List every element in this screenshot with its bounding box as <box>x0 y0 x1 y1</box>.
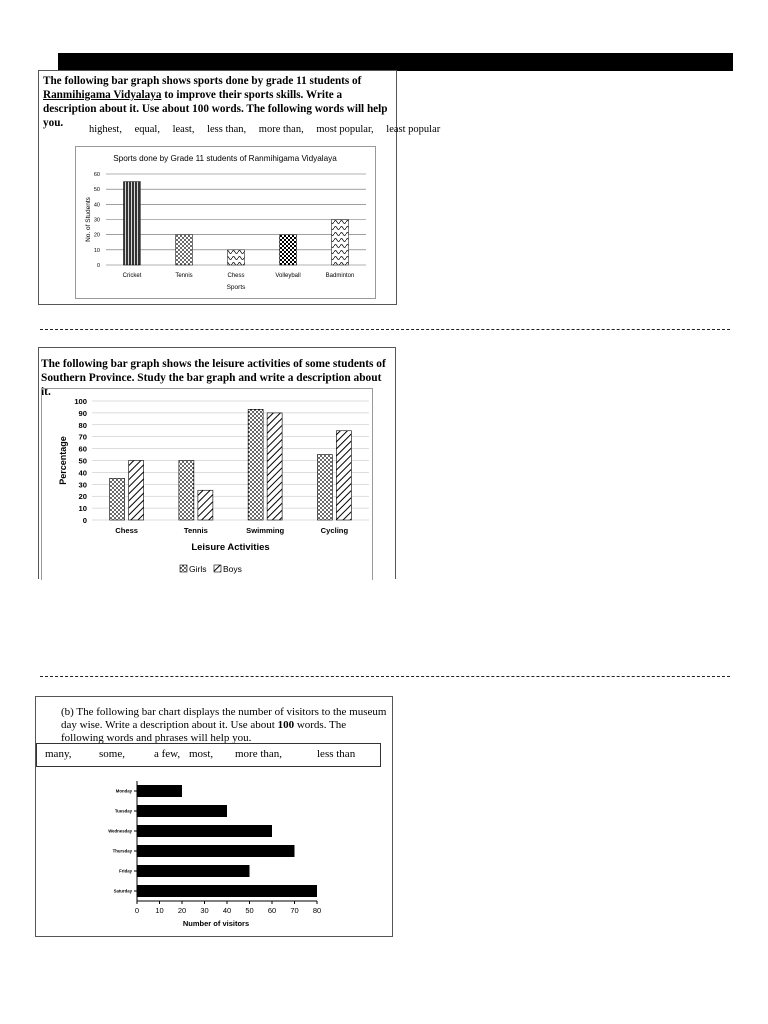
word-item: more than, <box>258 124 304 135</box>
x-tick-label: 0 <box>134 906 140 915</box>
y-tick-label: Wednesday <box>108 828 132 834</box>
museum-visitors-chart <box>36 775 392 935</box>
x-axis-label: Leisure Activities <box>191 542 270 553</box>
divider <box>40 676 730 677</box>
bar <box>137 805 227 817</box>
y-tick-label: 10 <box>93 247 100 254</box>
x-tick-label: Tennis <box>175 273 193 279</box>
bar <box>336 431 351 520</box>
word-item: equal, <box>134 124 160 135</box>
x-axis-label: Sports <box>226 284 246 291</box>
x-tick-label: Chess <box>115 526 139 535</box>
y-tick-label: 20 <box>93 232 100 239</box>
word-item: highest, <box>89 124 122 135</box>
y-tick-label: 50 <box>78 456 87 466</box>
bar <box>124 182 141 265</box>
word-bank-sports <box>89 124 450 135</box>
leisure-bar-chart <box>42 389 372 580</box>
word-item: least, <box>172 124 195 135</box>
y-tick-label: 100 <box>74 397 87 406</box>
chart-title: Sports done by Grade 11 students of Ranmihigama Vidyalaya <box>113 154 337 163</box>
word-item: less than <box>317 748 356 760</box>
y-tick-label: 0 <box>96 263 100 269</box>
question-panel-leisure <box>38 347 396 579</box>
y-tick-label: 60 <box>93 172 100 178</box>
header-bar <box>58 53 733 71</box>
y-axis-label: Percentage <box>58 436 68 485</box>
legend-label: Girls <box>189 564 207 574</box>
bar <box>198 490 213 520</box>
question-panel-museum <box>35 696 393 937</box>
x-tick-label: Cricket <box>122 273 142 279</box>
bar <box>248 409 263 520</box>
legend-swatch <box>214 565 221 572</box>
word-bank-museum <box>36 743 381 767</box>
x-tick-label: 80 <box>312 906 322 915</box>
divider <box>40 329 730 330</box>
y-tick-label: 80 <box>78 420 87 430</box>
bar <box>179 461 194 521</box>
bar <box>280 235 297 265</box>
x-tick-label: Chess <box>227 273 245 279</box>
prompt-part: 100 <box>277 719 295 731</box>
y-tick-label: 30 <box>93 217 100 224</box>
y-tick-label: 0 <box>82 516 87 525</box>
question-text-sports <box>43 74 393 130</box>
x-tick-label: 70 <box>290 906 299 915</box>
x-tick-label: Swimming <box>246 526 285 535</box>
question-panel-sports <box>38 70 441 305</box>
sports-bar-chart <box>76 147 375 298</box>
word-item: more than, <box>235 748 283 760</box>
y-tick-label: Tuesday <box>114 808 132 814</box>
y-tick-label: 40 <box>93 202 100 209</box>
question-text-museum <box>61 706 391 745</box>
x-tick-label: Tennis <box>183 526 208 535</box>
bar <box>137 825 272 837</box>
y-tick-label: 70 <box>78 432 87 442</box>
y-tick-label: 90 <box>78 408 87 418</box>
chart-frame-sports <box>75 146 376 299</box>
word-item: many, <box>45 748 72 760</box>
word-item: less than, <box>207 124 247 135</box>
x-tick-label: 60 <box>267 906 277 915</box>
word-item: a few, <box>154 748 181 760</box>
bar <box>228 250 245 265</box>
word-item: some, <box>99 748 125 760</box>
x-tick-label: 30 <box>200 906 209 915</box>
x-tick-label: 40 <box>222 906 232 915</box>
x-tick-label: Cycling <box>320 526 349 535</box>
bar <box>137 885 317 897</box>
y-axis-label: No. of Students <box>85 197 92 242</box>
x-tick-label: 10 <box>155 906 164 915</box>
bar <box>317 455 332 520</box>
bar <box>332 220 349 266</box>
bar <box>137 865 250 877</box>
word-item: least popular <box>386 124 441 135</box>
x-tick-label: Badminton <box>325 273 355 279</box>
bar <box>129 461 144 521</box>
y-tick-label: Saturday <box>113 888 132 894</box>
y-tick-label: 40 <box>78 468 87 478</box>
y-tick-label: Friday <box>119 868 132 874</box>
prompt-part: to improve their sports skills. Write a description about it. Use about 100 words. The following words will help you. <box>43 89 388 129</box>
y-tick-label: 60 <box>78 444 87 454</box>
y-tick-label: Monday <box>115 788 132 794</box>
y-tick-label: 50 <box>93 187 100 194</box>
prompt-part: The following bar graph shows sports done by grade 11 students of <box>43 75 362 87</box>
bar <box>110 478 125 520</box>
x-tick-label: 20 <box>177 906 187 915</box>
legend-swatch <box>180 565 187 572</box>
prompt-part: (b) The following bar chart displays the number of visitors to the museum day wise. Write a description about it. Use about <box>61 706 387 731</box>
bar <box>176 235 193 265</box>
chart-frame-leisure <box>41 388 373 580</box>
x-tick-label: Volleyball <box>275 273 301 279</box>
x-axis-label: Number of visitors <box>182 919 250 928</box>
prompt-part: The following bar graph shows the leisure activities of some students of Southern Province. Study the bar graph and write a description about it. <box>41 358 386 398</box>
bar <box>267 413 282 520</box>
x-tick-label: 50 <box>245 906 254 915</box>
legend-label: Boys <box>223 564 242 574</box>
bar <box>137 845 295 857</box>
y-tick-label: 30 <box>78 480 87 490</box>
word-item: most popular, <box>316 124 374 135</box>
y-tick-label: Thursday <box>112 848 132 854</box>
bar <box>137 785 182 797</box>
y-tick-label: 10 <box>78 504 87 514</box>
school-name: Ranmihigama Vidyalaya <box>43 89 162 101</box>
word-item: most, <box>189 748 214 760</box>
prompt-part: words. The following words and phrases will help you. <box>61 719 347 744</box>
y-tick-label: 20 <box>78 492 87 502</box>
